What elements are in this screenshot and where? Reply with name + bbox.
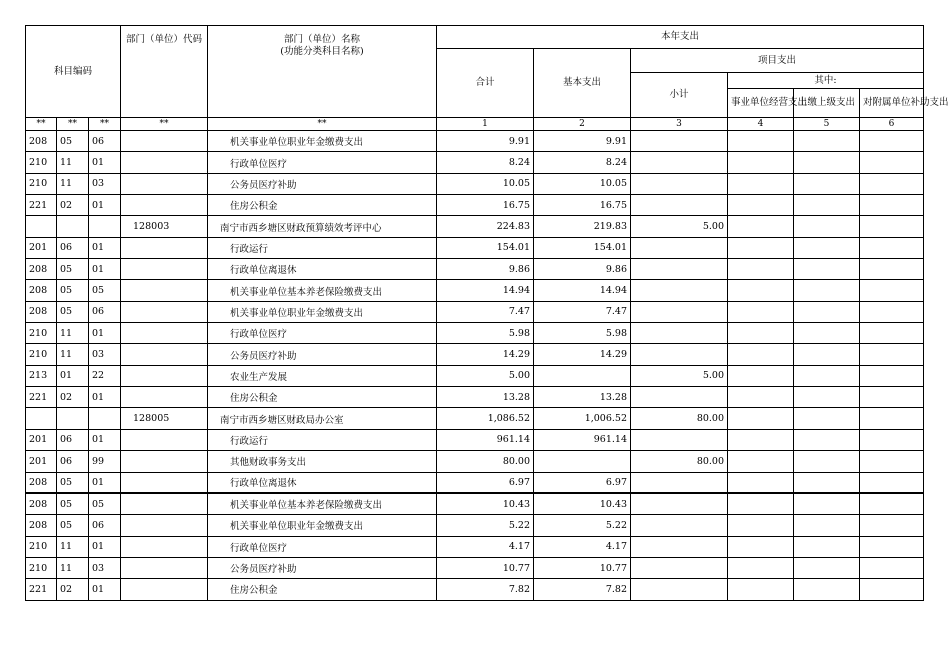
dept-name-cell: 住房公积金	[208, 579, 437, 600]
table-row	[26, 493, 924, 514]
sub-value-cell: 80.00	[631, 408, 728, 429]
total-header: 合计	[437, 49, 534, 118]
column-index-cell: 3	[631, 118, 728, 131]
a-value-cell	[728, 344, 794, 365]
basic-value-cell: 5.98	[534, 323, 631, 344]
a-value-cell	[728, 429, 794, 450]
total-value-cell: 1,086.52	[437, 408, 534, 429]
a-value-cell	[728, 451, 794, 472]
dept-code-cell	[121, 323, 208, 344]
dept-code-cell: 128003	[121, 216, 208, 237]
dept-name-cell: 行政单位医疗	[208, 536, 437, 557]
a-value-cell	[728, 472, 794, 493]
sub-value-cell	[631, 237, 728, 258]
biz-op-header: 事业单位经营支出	[728, 89, 794, 118]
subject-code-cell: 221	[26, 579, 57, 600]
subject-code-cell: 213	[26, 365, 57, 386]
basic-value-cell: 219.83	[534, 216, 631, 237]
dept-code-cell	[121, 493, 208, 514]
table-row	[26, 579, 924, 600]
dept-code-cell	[121, 365, 208, 386]
b-value-cell	[794, 515, 860, 536]
sub-value-cell	[631, 131, 728, 152]
column-index-cell: **	[121, 118, 208, 131]
subject-code-cell: 02	[57, 579, 89, 600]
subject-code-cell: 01	[89, 195, 121, 216]
a-value-cell	[728, 387, 794, 408]
sub-value-cell	[631, 493, 728, 514]
subject-code-cell: 05	[57, 301, 89, 322]
dept-code-cell	[121, 152, 208, 173]
total-value-cell: 10.77	[437, 557, 534, 578]
dept-name-cell: 机关事业单位职业年金缴费支出	[208, 131, 437, 152]
a-value-cell	[728, 131, 794, 152]
table-row	[26, 451, 924, 472]
subject-code-cell: 210	[26, 344, 57, 365]
total-value-cell: 4.17	[437, 536, 534, 557]
a-value-cell	[728, 323, 794, 344]
a-value-cell	[728, 579, 794, 600]
dept-name-cell: 行政运行	[208, 237, 437, 258]
total-value-cell: 10.43	[437, 493, 534, 514]
subject-code-cell: 201	[26, 451, 57, 472]
dept-code-cell	[121, 451, 208, 472]
basic-header: 基本支出	[534, 49, 631, 118]
b-value-cell	[794, 323, 860, 344]
table-row	[26, 408, 924, 429]
dept-code-cell	[121, 344, 208, 365]
subject-code-cell: 06	[57, 237, 89, 258]
subject-code-cell: 208	[26, 301, 57, 322]
subject-code-cell: 06	[89, 515, 121, 536]
column-index-cell: **	[89, 118, 121, 131]
column-index-cell: 4	[728, 118, 794, 131]
subject-code-cell: 221	[26, 195, 57, 216]
table-row	[26, 259, 924, 280]
dept-code-cell	[121, 173, 208, 194]
sub-value-cell: 5.00	[631, 216, 728, 237]
table-row	[26, 323, 924, 344]
subject-code-cell: 210	[26, 323, 57, 344]
basic-value-cell: 10.05	[534, 173, 631, 194]
table-row	[26, 152, 924, 173]
basic-value-cell: 16.75	[534, 195, 631, 216]
b-value-cell	[794, 493, 860, 514]
sub-value-cell	[631, 173, 728, 194]
subject-code-cell: 03	[89, 173, 121, 194]
b-value-cell	[794, 579, 860, 600]
c-value-cell	[860, 152, 924, 173]
table-row	[26, 280, 924, 301]
subject-code-cell: 05	[57, 280, 89, 301]
dept-name-cell: 行政单位医疗	[208, 152, 437, 173]
subject-code-cell	[89, 408, 121, 429]
column-index-row	[26, 118, 924, 131]
dept-code-cell	[121, 195, 208, 216]
subject-code-cell: 99	[89, 451, 121, 472]
subject-code-cell	[26, 408, 57, 429]
c-value-cell	[860, 195, 924, 216]
table-row	[26, 536, 924, 557]
subject-code-cell: 208	[26, 280, 57, 301]
sub-value-cell	[631, 152, 728, 173]
subject-code-cell: 01	[89, 387, 121, 408]
subject-code-cell: 11	[57, 557, 89, 578]
subject-code-cell: 06	[57, 451, 89, 472]
a-value-cell	[728, 408, 794, 429]
basic-value-cell: 4.17	[534, 536, 631, 557]
c-value-cell	[860, 131, 924, 152]
total-value-cell: 5.00	[437, 365, 534, 386]
subject-code-cell: 05	[89, 280, 121, 301]
subject-code-cell	[26, 216, 57, 237]
subject-code-cell: 210	[26, 536, 57, 557]
subject-code-cell: 01	[89, 536, 121, 557]
a-value-cell	[728, 195, 794, 216]
dept-code-cell	[121, 301, 208, 322]
column-index-cell: 2	[534, 118, 631, 131]
basic-value-cell: 9.91	[534, 131, 631, 152]
subject-code-cell: 06	[89, 301, 121, 322]
total-value-cell: 7.82	[437, 579, 534, 600]
dept-name-cell: 住房公积金	[208, 195, 437, 216]
c-value-cell	[860, 408, 924, 429]
c-value-cell	[860, 387, 924, 408]
c-value-cell	[860, 216, 924, 237]
subject-code-cell: 11	[57, 173, 89, 194]
b-value-cell	[794, 387, 860, 408]
dept-name-cell: 其他财政事务支出	[208, 451, 437, 472]
subject-code-cell: 05	[57, 515, 89, 536]
dept-name-header	[208, 26, 437, 118]
dept-name-cell: 机关事业单位基本养老保险缴费支出	[208, 493, 437, 514]
basic-value-cell: 13.28	[534, 387, 631, 408]
a-value-cell	[728, 237, 794, 258]
dept-name-label: 部门（单位）名称	[284, 34, 361, 45]
b-value-cell	[794, 216, 860, 237]
dept-name-cell: 行政单位离退休	[208, 259, 437, 280]
c-value-cell	[860, 259, 924, 280]
dept-name-cell: 南宁市西乡塘区财政预算绩效考评中心	[208, 216, 437, 237]
table-row	[26, 237, 924, 258]
basic-value-cell: 7.47	[534, 301, 631, 322]
total-value-cell: 6.97	[437, 472, 534, 493]
subject-code-cell: 01	[57, 365, 89, 386]
basic-value-cell: 6.97	[534, 472, 631, 493]
subject-code-cell: 208	[26, 131, 57, 152]
subject-code-cell: 06	[89, 131, 121, 152]
table-row	[26, 557, 924, 578]
sub-subsidy-header: 对附属单位补助支出	[860, 89, 924, 118]
sub-value-cell: 80.00	[631, 451, 728, 472]
dept-name-cell: 公务员医疗补助	[208, 344, 437, 365]
a-value-cell	[728, 536, 794, 557]
b-value-cell	[794, 408, 860, 429]
subject-code-cell: 05	[89, 493, 121, 514]
subject-code-cell	[57, 408, 89, 429]
c-value-cell	[860, 472, 924, 493]
column-index-cell: 5	[794, 118, 860, 131]
total-value-cell: 80.00	[437, 451, 534, 472]
dept-name-cell: 机关事业单位基本养老保险缴费支出	[208, 280, 437, 301]
dept-name-cell: 机关事业单位职业年金缴费支出	[208, 301, 437, 322]
dept-code-cell	[121, 472, 208, 493]
sub-value-cell	[631, 301, 728, 322]
table-row	[26, 429, 924, 450]
total-value-cell: 9.86	[437, 259, 534, 280]
subject-code-cell: 11	[57, 152, 89, 173]
column-index-cell: 1	[437, 118, 534, 131]
column-index-cell: **	[208, 118, 437, 131]
a-value-cell	[728, 173, 794, 194]
a-value-cell	[728, 280, 794, 301]
a-value-cell	[728, 259, 794, 280]
dept-name-cell: 行政单位医疗	[208, 323, 437, 344]
dept-code-cell: 128005	[121, 408, 208, 429]
b-value-cell	[794, 131, 860, 152]
among-header: 其中:	[728, 73, 924, 89]
b-value-cell	[794, 536, 860, 557]
subject-code-cell: 01	[89, 152, 121, 173]
dept-code-cell	[121, 387, 208, 408]
a-value-cell	[728, 152, 794, 173]
basic-value-cell: 1,006.52	[534, 408, 631, 429]
total-value-cell: 154.01	[437, 237, 534, 258]
dept-code-cell	[121, 579, 208, 600]
subject-code-cell: 221	[26, 387, 57, 408]
table-row	[26, 365, 924, 386]
subject-code-cell: 06	[57, 429, 89, 450]
sub-value-cell	[631, 536, 728, 557]
subject-code-cell: 11	[57, 536, 89, 557]
subject-code-cell: 01	[89, 237, 121, 258]
dept-code-cell	[121, 280, 208, 301]
basic-value-cell: 961.14	[534, 429, 631, 450]
upper-pay-header: 上缴上级支出	[794, 89, 860, 118]
dept-code-cell	[121, 536, 208, 557]
a-value-cell	[728, 515, 794, 536]
total-value-cell: 16.75	[437, 195, 534, 216]
sub-value-cell	[631, 472, 728, 493]
basic-value-cell: 7.82	[534, 579, 631, 600]
dept-code-cell	[121, 237, 208, 258]
subject-code-cell: 22	[89, 365, 121, 386]
total-value-cell: 5.22	[437, 515, 534, 536]
subject-code-cell: 03	[89, 344, 121, 365]
dept-code-cell	[121, 515, 208, 536]
table-row	[26, 131, 924, 152]
sub-value-cell	[631, 557, 728, 578]
c-value-cell	[860, 323, 924, 344]
a-value-cell	[728, 557, 794, 578]
c-value-cell	[860, 280, 924, 301]
a-value-cell	[728, 301, 794, 322]
dept-name-cell: 行政单位离退休	[208, 472, 437, 493]
b-value-cell	[794, 152, 860, 173]
a-value-cell	[728, 365, 794, 386]
b-value-cell	[794, 195, 860, 216]
dept-name-cell: 农业生产发展	[208, 365, 437, 386]
basic-value-cell	[534, 365, 631, 386]
total-value-cell: 13.28	[437, 387, 534, 408]
sub-value-cell	[631, 259, 728, 280]
dept-name-cell: 公务员医疗补助	[208, 173, 437, 194]
basic-value-cell: 14.94	[534, 280, 631, 301]
b-value-cell	[794, 344, 860, 365]
sub-value-cell	[631, 579, 728, 600]
b-value-cell	[794, 365, 860, 386]
b-value-cell	[794, 237, 860, 258]
dept-code-cell	[121, 131, 208, 152]
column-index-cell: 6	[860, 118, 924, 131]
total-value-cell: 7.47	[437, 301, 534, 322]
c-value-cell	[860, 451, 924, 472]
subject-code-cell: 11	[57, 344, 89, 365]
basic-value-cell: 5.22	[534, 515, 631, 536]
basic-value-cell: 8.24	[534, 152, 631, 173]
c-value-cell	[860, 536, 924, 557]
sub-value-cell: 5.00	[631, 365, 728, 386]
a-value-cell	[728, 216, 794, 237]
subject-code-cell: 208	[26, 472, 57, 493]
basic-value-cell: 10.43	[534, 493, 631, 514]
year-expense-header: 本年支出	[437, 26, 924, 49]
dept-name-cell: 行政运行	[208, 429, 437, 450]
c-value-cell	[860, 301, 924, 322]
sub-value-cell	[631, 387, 728, 408]
total-value-cell: 14.29	[437, 344, 534, 365]
c-value-cell	[860, 579, 924, 600]
dept-name-cell: 住房公积金	[208, 387, 437, 408]
subject-code-cell: 210	[26, 557, 57, 578]
column-index-cell: **	[57, 118, 89, 131]
subject-code-cell: 03	[89, 557, 121, 578]
sub-value-cell	[631, 195, 728, 216]
c-value-cell	[860, 493, 924, 514]
b-value-cell	[794, 301, 860, 322]
dept-code-cell	[121, 429, 208, 450]
sub-value-cell	[631, 323, 728, 344]
subject-code-cell: 11	[57, 323, 89, 344]
sub-value-cell	[631, 515, 728, 536]
a-value-cell	[728, 493, 794, 514]
basic-value-cell: 9.86	[534, 259, 631, 280]
total-value-cell: 5.98	[437, 323, 534, 344]
dept-name-cell: 南宁市西乡塘区财政局办公室	[208, 408, 437, 429]
sub-value-cell	[631, 280, 728, 301]
project-header: 项目支出	[631, 49, 924, 73]
sub-value-cell	[631, 344, 728, 365]
table-row	[26, 387, 924, 408]
b-value-cell	[794, 173, 860, 194]
subject-code-cell: 01	[89, 579, 121, 600]
dept-name-cell: 公务员医疗补助	[208, 557, 437, 578]
basic-value-cell: 154.01	[534, 237, 631, 258]
expense-table	[25, 25, 949, 601]
table-row	[26, 472, 924, 493]
c-value-cell	[860, 173, 924, 194]
subject-code-cell	[89, 216, 121, 237]
table-row	[26, 216, 924, 237]
basic-value-cell: 10.77	[534, 557, 631, 578]
c-value-cell	[860, 429, 924, 450]
c-value-cell	[860, 237, 924, 258]
b-value-cell	[794, 557, 860, 578]
table-row	[26, 344, 924, 365]
dept-name-cell: 机关事业单位职业年金缴费支出	[208, 515, 437, 536]
subject-code-cell: 208	[26, 259, 57, 280]
subject-code-cell: 210	[26, 152, 57, 173]
table-row	[26, 301, 924, 322]
basic-value-cell	[534, 451, 631, 472]
subtotal-header: 小计	[631, 73, 728, 118]
dept-code-header: 部门（单位）代码	[121, 26, 208, 118]
subject-code-header: 科目编码	[26, 26, 121, 118]
b-value-cell	[794, 280, 860, 301]
dept-name-sublabel: (功能分类科目名称)	[280, 46, 364, 57]
subject-code-cell: 208	[26, 515, 57, 536]
table-row	[26, 173, 924, 194]
total-value-cell: 10.05	[437, 173, 534, 194]
dept-code-cell	[121, 557, 208, 578]
subject-code-cell: 05	[57, 131, 89, 152]
c-value-cell	[860, 344, 924, 365]
total-value-cell: 961.14	[437, 429, 534, 450]
subject-code-cell: 210	[26, 173, 57, 194]
subject-code-cell: 01	[89, 259, 121, 280]
subject-code-cell: 05	[57, 259, 89, 280]
subject-code-cell: 05	[57, 472, 89, 493]
subject-code-cell: 02	[57, 195, 89, 216]
c-value-cell	[860, 515, 924, 536]
basic-value-cell: 14.29	[534, 344, 631, 365]
subject-code-cell: 01	[89, 323, 121, 344]
dept-code-cell	[121, 259, 208, 280]
subject-code-cell: 01	[89, 429, 121, 450]
total-value-cell: 224.83	[437, 216, 534, 237]
table-body	[26, 131, 924, 601]
subject-code-cell: 201	[26, 429, 57, 450]
table-row	[26, 515, 924, 536]
total-value-cell: 8.24	[437, 152, 534, 173]
subject-code-cell: 201	[26, 237, 57, 258]
b-value-cell	[794, 472, 860, 493]
c-value-cell	[860, 557, 924, 578]
subject-code-cell	[57, 216, 89, 237]
sub-value-cell	[631, 429, 728, 450]
table-row	[26, 195, 924, 216]
b-value-cell	[794, 429, 860, 450]
subject-code-cell: 01	[89, 472, 121, 493]
b-value-cell	[794, 451, 860, 472]
c-value-cell	[860, 365, 924, 386]
total-value-cell: 14.94	[437, 280, 534, 301]
subject-code-cell: 208	[26, 493, 57, 514]
column-index-cell: **	[26, 118, 57, 131]
b-value-cell	[794, 259, 860, 280]
subject-code-cell: 02	[57, 387, 89, 408]
total-value-cell: 9.91	[437, 131, 534, 152]
subject-code-cell: 05	[57, 493, 89, 514]
